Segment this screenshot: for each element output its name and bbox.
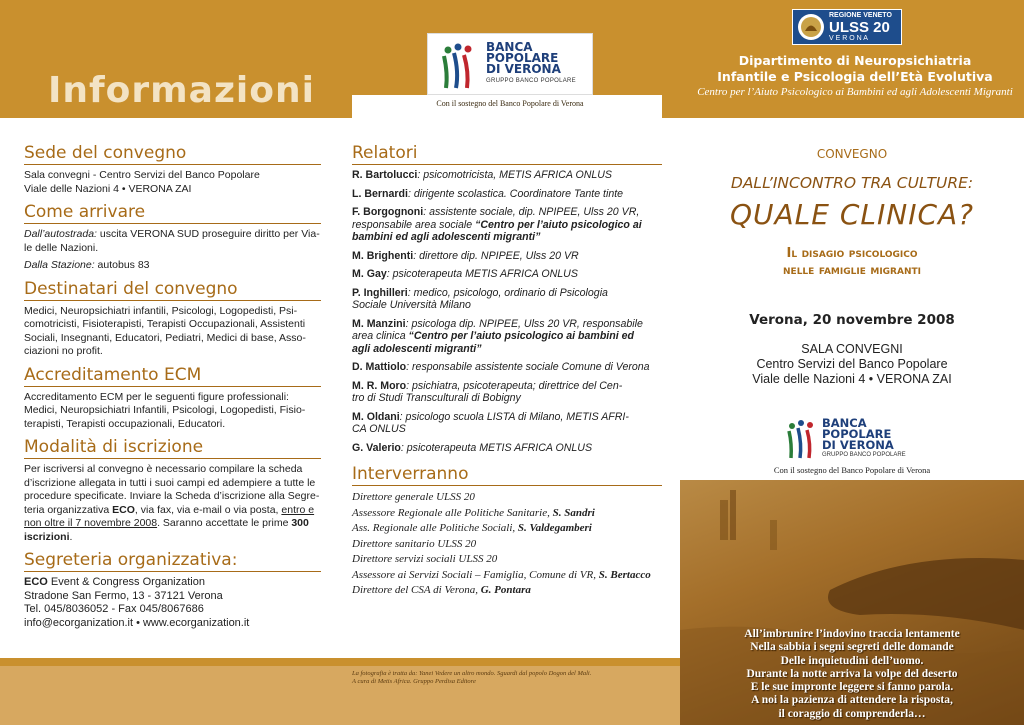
sede-line-2: Viale delle Nazioni 4 • VERONA ZAI xyxy=(24,182,192,195)
photo-credit-1: La fotografia è tratta da: Yanei Vedere un altro mondo. Sguardi dal popolo Dogon del Mali. xyxy=(352,670,592,677)
bank-name-2: POPOLARE xyxy=(486,51,559,65)
event-title: QUALE CLINICA? xyxy=(729,198,975,231)
interv-role: Ass. Regionale alle Politiche Sociali, xyxy=(352,522,518,534)
interv-name: S. Valdegamberi xyxy=(517,522,592,534)
heading-ecm: Accreditamento ECM xyxy=(24,365,321,387)
bottom-band xyxy=(0,666,680,725)
venue-line-2: Centro Servizi del Banco Popolare xyxy=(756,357,948,371)
relatore-role: : psicologa dip. NPIPEE, Ulss 20 VR, responsabile xyxy=(405,317,643,330)
dest-line-4: ciazioni no profit. xyxy=(24,345,103,357)
middle-column xyxy=(352,143,662,599)
eco-full: Event & Congress Organization xyxy=(47,576,205,588)
relatore-center: “Centro per l’aiuto psicologico ai xyxy=(475,218,642,231)
interv-role: Direttore sanitario ULSS 20 xyxy=(352,537,477,550)
heading-come-arrivare: Come arrivare xyxy=(24,202,321,224)
relatore-role: : psicologo scuola LISTA di Milano, METIS AFRI- xyxy=(399,410,629,423)
dept-line-1: Dipartimento di Neuropsichiatria xyxy=(738,53,972,68)
dest-line-2: comotricisti, Fisioterapisti, Terapisti Occupazionali, Assistenti xyxy=(24,318,306,330)
interverranno-item xyxy=(352,537,662,553)
interv-role: Direttore generale ULSS 20 xyxy=(352,491,475,503)
relatore-item xyxy=(352,361,662,374)
mod-line-3: procedure specificate. Inviare la Scheda d’iscrizione alla Segre- xyxy=(24,490,320,502)
relatore-item xyxy=(352,411,662,436)
interverranno-item xyxy=(352,506,662,522)
relatore-item xyxy=(352,169,662,182)
relatore-center: “Centro per l’aiuto psicologico ai bambini ed xyxy=(408,330,634,342)
department-block xyxy=(690,53,1020,99)
relatore-role: : dirigente scolastica. Coordinatore Tante tinte xyxy=(407,187,624,200)
heading-interverranno: Interverranno xyxy=(352,464,662,486)
interv-role: Assessore ai Servizi Sociali – Famiglia, Comune di VR, xyxy=(352,568,599,581)
relatore-item xyxy=(352,318,662,356)
relatori-list xyxy=(352,169,662,454)
venue-line-3: Viale delle Nazioni 4 • VERONA ZAI xyxy=(752,372,952,386)
relatore-role-2: tro di Studi Transculturali di Bobigny xyxy=(352,392,521,404)
mod-line-2: d’iscrizione allegata in tutti i suoi campi ed adempiere a tutte le xyxy=(24,476,316,489)
seg-phone: Tel. 045/8036052 - Fax 045/8067686 xyxy=(24,603,204,615)
left-column xyxy=(24,143,321,630)
stazione-text: autobus 83 xyxy=(94,259,150,271)
come-line-1 xyxy=(24,228,321,242)
relatore-name: G. Valerio xyxy=(352,441,401,454)
dept-line-3: Centro per l’Aiuto Psicologico ai Bambini ed agli Adolescenti Migranti xyxy=(697,86,1013,98)
relatore-name: D. Mattiolo xyxy=(352,361,407,373)
mod-line-4 xyxy=(24,504,321,518)
relatore-center-2: bambini ed agli adolescenti migranti” xyxy=(352,231,541,243)
bank-figures-icon xyxy=(434,36,494,96)
heading-segreteria: Segreteria organizzativa: xyxy=(24,550,321,572)
heading-relatori: Relatori xyxy=(352,143,662,165)
relatore-name: M. Oldani xyxy=(352,410,400,423)
dest-line-1: Medici, Neuropsichiatri infantili, Psicologi, Logopedisti, Psi- xyxy=(24,304,298,317)
relatore-item xyxy=(352,380,662,405)
mod-line-1: Per iscriversi al convegno è necessario compilare la scheda xyxy=(24,463,303,475)
heading-sede: Sede del convegno xyxy=(24,143,321,165)
deadline-date: non oltre il 7 novembre 2008 xyxy=(24,517,158,529)
interv-name: S. Bertacco xyxy=(598,568,651,581)
ecm-line-1: Accreditamento ECM per le seguenti figure professionali: xyxy=(24,390,289,403)
seg-address: Stradone San Fermo, 13 - 37121 Verona xyxy=(24,589,223,602)
bank-name-3: DI VERONA xyxy=(822,438,894,452)
bank-name-3: DI VERONA xyxy=(486,62,561,76)
poem-line: Durante la notte arriva la volpe del deserto xyxy=(746,667,958,680)
interv-name: S. Sandri xyxy=(552,506,595,519)
relatore-item xyxy=(352,268,662,281)
bank-caption-right: Con il sostegno del Banco Popolare di Verona xyxy=(773,465,931,475)
bank-name-1: BANCA xyxy=(822,416,867,430)
sede-line-1: Sala convegni - Centro Servizi del Banco Popolare xyxy=(24,169,260,181)
relatore-center-2: agli adolescenti migranti” xyxy=(352,342,482,355)
photo-credit-2: A cura di Metis Africa. Gruppo Perdisa Editore xyxy=(352,678,476,685)
mod-text-a: teria organizzativa xyxy=(24,503,113,516)
relatore-name: M. Brighenti xyxy=(352,249,414,262)
mod-period: . xyxy=(69,530,73,543)
topic-line-1: Il disagio psicologico xyxy=(786,246,918,261)
relatore-name: M. Manzini xyxy=(352,317,406,330)
poem-line: A noi la pazienza di attendere la risposta, xyxy=(751,694,953,707)
eco-name: ECO xyxy=(24,576,48,588)
convegno-label: CONVEGNO xyxy=(816,147,888,161)
autostrada-text: uscita VERONA SUD proseguire diritto per Via- xyxy=(96,228,320,240)
come-line-1b: le delle Nazioni. xyxy=(24,241,99,254)
poem-line: All’imbrunire l’indovino traccia lentamente xyxy=(744,628,960,640)
bank-caption: Con il sostegno del Banco Popolare di Verona xyxy=(436,99,584,108)
poem-line: E le sue impronte leggere si fanno parola. xyxy=(750,681,954,694)
dest-line-3: Sociali, Insegnanti, Educatori, Pediatri, Medici di base, Asso- xyxy=(24,331,306,344)
interverranno-item xyxy=(352,568,662,584)
relatore-role: : psichiatra, psicoterapeuta; direttrice del Cen- xyxy=(406,379,623,392)
relatore-role: : direttore dip. NPIPEE, Ulss 20 VR xyxy=(413,249,579,262)
relatore-name: M. R. Moro xyxy=(352,379,407,392)
bank-group: GRUPPO BANCO POPOLARE xyxy=(486,78,576,84)
ecm-line-3: terapisti, Terapisti occupazionali, Educatori. xyxy=(24,417,226,430)
iscrizioni-bold: iscrizioni xyxy=(24,530,70,543)
poem-line: Delle inquietudini dell’uomo. xyxy=(780,654,924,667)
interverranno-item xyxy=(352,552,662,568)
relatore-name: P. Inghilleri xyxy=(352,286,408,299)
ecm-line-2: Medici, Neuropsichiatri Infantili, Psicologi, Logopedisti, Fisio- xyxy=(24,404,306,416)
mod-text-c: , via fax, via e-mail o via posta, xyxy=(134,503,282,516)
page-title: Informazioni xyxy=(48,70,315,111)
come-line-2 xyxy=(24,259,321,273)
eco-bold: ECO xyxy=(112,503,135,516)
poem-line: il coraggio di comprenderla… xyxy=(778,707,926,720)
interv-name: G. Pontara xyxy=(480,584,531,596)
mod-text-b: . Saranno accettate le prime xyxy=(157,517,292,529)
relatore-item xyxy=(352,206,662,244)
seat-count: 300 xyxy=(291,517,309,529)
relatore-role: : medico, psicologo, ordinario di Psicologia xyxy=(407,286,608,299)
bank-logo-right xyxy=(782,414,932,462)
relatore-role-2: CA ONLUS xyxy=(352,423,406,435)
relatore-role: : psicoterapeuta METIS AFRICA ONLUS xyxy=(400,441,593,454)
dept-line-2: Infantile e Psicologia dell’Età Evolutiva xyxy=(717,69,993,84)
bottom-bar xyxy=(0,658,680,666)
heading-destinatari: Destinatari del convegno xyxy=(24,279,321,301)
ulss-name: ULSS 20 xyxy=(829,19,890,36)
relatore-role-2: Sociale Università Milano xyxy=(352,299,471,311)
poem-block xyxy=(680,628,1024,721)
relatore-role: : assistente sociale, dip. NPIPEE, Ulss 20 VR, xyxy=(423,206,640,218)
relatore-name: R. Bartolucci xyxy=(352,169,418,181)
ulss-logo xyxy=(792,9,902,45)
relatore-name: F. Borgognoni xyxy=(352,206,424,218)
mod-line-6 xyxy=(24,531,321,545)
relatore-role: : responsabile assistente sociale Comune di Verona xyxy=(406,361,650,373)
relatore-name: M. Gay xyxy=(352,268,387,280)
deadline-start: entro e xyxy=(281,503,315,516)
interv-role: Direttore servizi sociali ULSS 20 xyxy=(352,553,498,565)
autostrada-label: Dall’autostrada: xyxy=(24,228,97,240)
seg-contacts[interactable]: info@ecorganization.it • www.ecorganization.it xyxy=(24,616,250,629)
relatore-role: : psicomotricista, METIS AFRICA ONLUS xyxy=(417,169,612,181)
heading-modalita: Modalità di iscrizione xyxy=(24,437,321,459)
relatore-role-2: area clinica xyxy=(352,330,409,342)
mod-line-5 xyxy=(24,517,321,531)
ulss-city: V E R O N A xyxy=(829,35,868,42)
venue-block xyxy=(680,342,1024,387)
event-date: Verona, 20 novembre 2008 xyxy=(749,312,955,328)
interverranno-item xyxy=(352,521,662,537)
bank-group: GRUPPO BANCO POPOLARE xyxy=(822,452,906,458)
interverranno-list xyxy=(352,490,662,599)
stazione-label: Dalla Stazione: xyxy=(24,259,95,271)
relatore-role: : psicoterapeuta METIS AFRICA ONLUS xyxy=(386,268,578,280)
relatore-item xyxy=(352,188,662,201)
ulss-region: REGIONE VENETO xyxy=(829,12,892,19)
lion-emblem-icon xyxy=(796,12,826,42)
relatore-item xyxy=(352,287,662,312)
seg-line-1 xyxy=(24,576,321,590)
topic-line-2: nelle famiglie migranti xyxy=(783,263,921,278)
relatore-role-2: responsabile area sociale xyxy=(352,218,476,231)
interv-role: Assessore Regionale alle Politiche Sanitarie, xyxy=(352,506,553,519)
venue-line-1: SALA CONVEGNI xyxy=(801,342,903,356)
interverranno-item xyxy=(352,490,662,506)
poem-line: Nella sabbia i segni segreti delle domande xyxy=(750,641,954,654)
relatore-item xyxy=(352,442,662,455)
bank-name-2: POPOLARE xyxy=(822,427,892,441)
bank-name-1: BANCA xyxy=(486,40,533,54)
event-subtitle: DALL’INCONTRO TRA CULTURE: xyxy=(730,174,974,192)
bank-logo xyxy=(427,33,593,95)
interverranno-item xyxy=(352,583,662,599)
relatore-item xyxy=(352,250,662,263)
interv-role: Direttore del CSA di Verona, xyxy=(352,584,481,596)
relatore-name: L. Bernardi xyxy=(352,187,408,200)
